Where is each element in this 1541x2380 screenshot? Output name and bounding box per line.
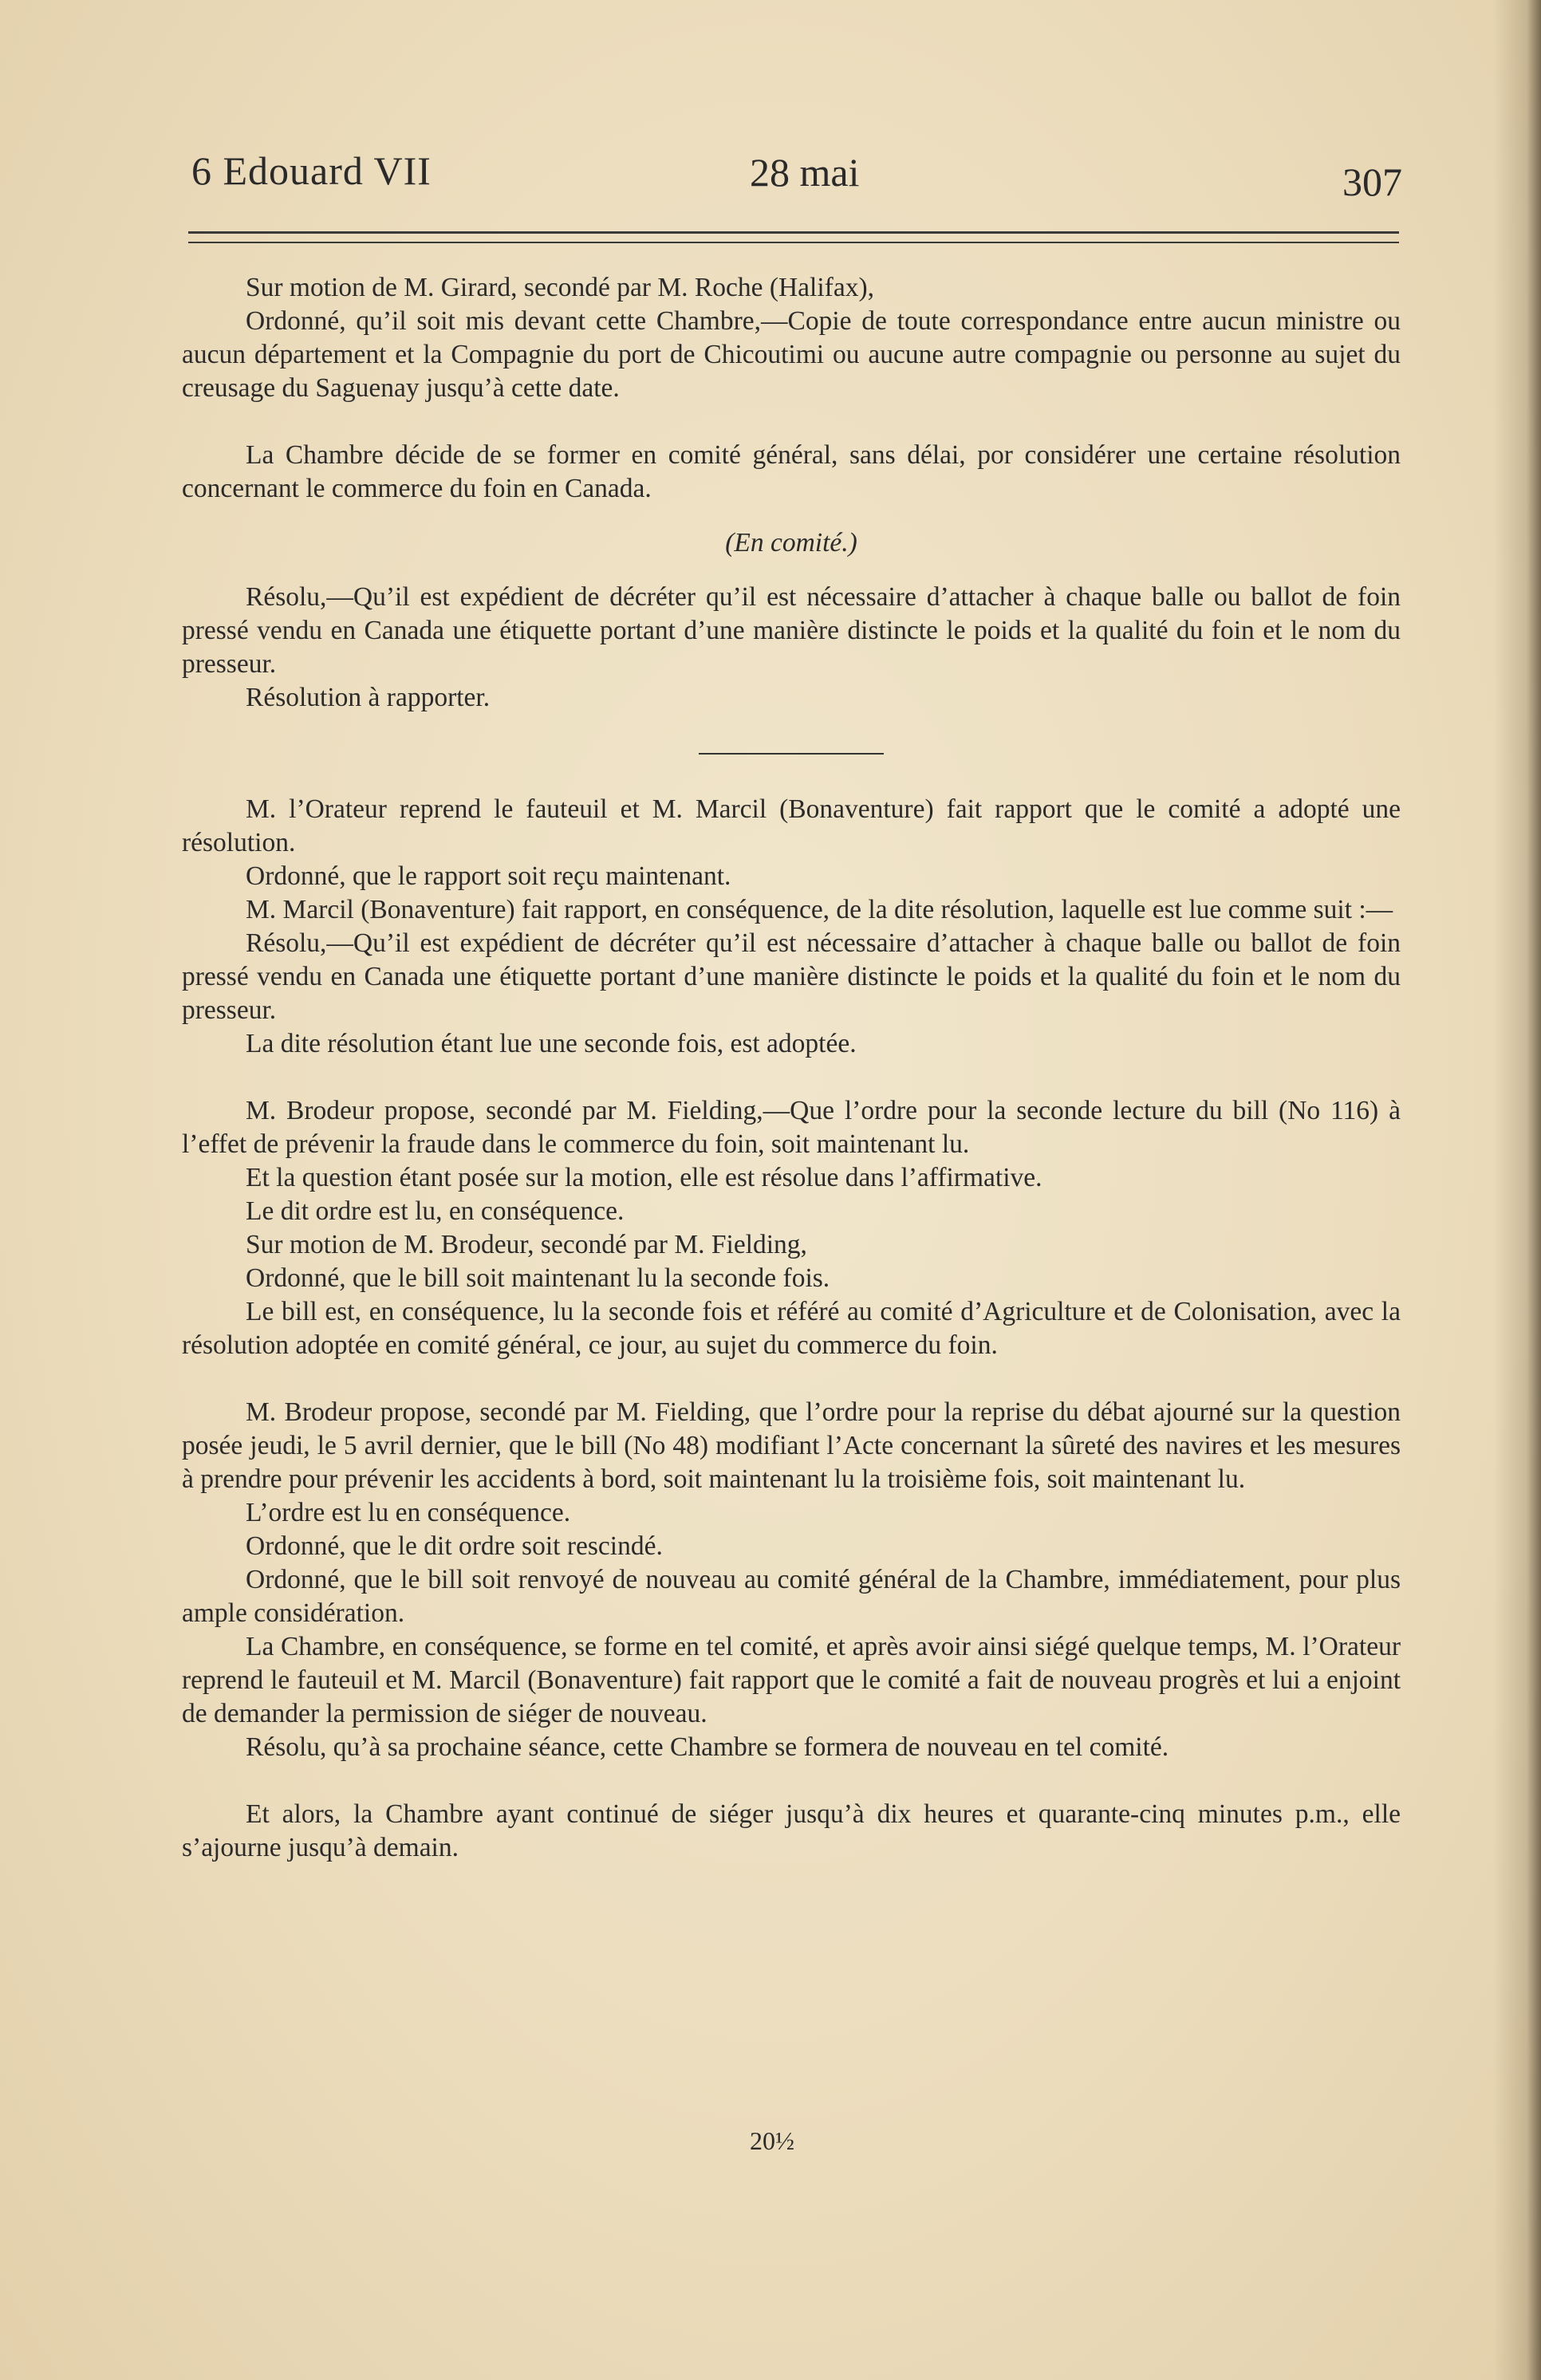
paragraph: Ordonné, que le rapport soit reçu maintenant. <box>246 861 731 891</box>
page-number: 307 <box>1342 160 1402 204</box>
paragraph: Résolu,—Qu’il est expédient de décréter qu’il est nécessaire d’attacher à chaque balle ou ballot de foin pressé vendu en Canada une étiquette portant d’une manière distincte le poids et la qualité du foin et le nom du presseur. <box>182 582 1401 679</box>
paragraph: Résolution à rapporter. <box>246 683 491 712</box>
binding-shadow <box>1493 0 1541 2380</box>
paragraph: Ordonné, que le bill soit maintenant lu la seconde fois. <box>246 1263 830 1293</box>
paragraph: Le bill est, en conséquence, lu la seconde fois et référé au comité d’Agriculture et de Colonisation, avec la résolution adoptée en comité général, ce jour, au sujet du commerce du foin. <box>182 1297 1401 1360</box>
paragraph: Et alors, la Chambre ayant continué de siéger jusqu’à dix heures et quarante-cinq minutes p.m., elle s’ajourne jusqu’à demain. <box>182 1799 1401 1862</box>
paragraph: Résolu, qu’à sa prochaine séance, cette Chambre se formera de nouveau en tel comité. <box>246 1732 1169 1762</box>
page-header <box>191 140 1402 211</box>
header-rule-thick <box>188 231 1399 234</box>
paragraph: Le dit ordre est lu, en conséquence. <box>246 1196 625 1226</box>
paragraph: Et la question étant posée sur la motion, elle est résolue dans l’affirmative. <box>246 1163 1042 1192</box>
paragraph: Ordonné, qu’il soit mis devant cette Chambre,—Copie de toute correspondance entre aucun ministre ou aucun département et la Compagnie du port de Chicoutimi ou aucune autre compagnie ou personne au sujet du creusage du Saguenay jusqu’à cette date. <box>182 306 1401 403</box>
session-date: 28 mai <box>750 150 860 195</box>
paragraph: Sur motion de M. Girard, secondé par M. Roche (Halifax), <box>246 273 874 302</box>
regnal-year: 6 Edouard VII <box>191 148 432 193</box>
paragraph: Sur motion de M. Brodeur, secondé par M. Fielding, <box>246 1230 807 1259</box>
signature-mark: 20½ <box>750 2126 794 2155</box>
paragraph: La Chambre décide de se former en comité général, sans délai, por considérer une certaine résolution concernant le commerce du foin en Canada. <box>182 440 1401 503</box>
paragraph: M. Brodeur propose, secondé par M. Fielding,—Que l’ordre pour la seconde lecture du bill (No 116) à l’effet de prévenir la fraude dans le commerce du foin, soit maintenant lu. <box>182 1096 1401 1159</box>
paragraph: M. Brodeur propose, secondé par M. Fielding, que l’ordre pour la reprise du débat ajourné sur la question posée jeudi, le 5 avril dernier, que le bill (No 48) modifiant l’Acte concernant la sûreté des navires et les mesures à prendre pour prévenir les accidents à bord, soit maintenant lu la troisième fois, soit maintenant lu. <box>182 1397 1401 1494</box>
header-rule-thin <box>188 242 1399 243</box>
paragraph: La Chambre, en conséquence, se forme en tel comité, et après avoir ainsi siégé quelque temps, M. l’Orateur reprend le fauteuil et M. Marcil (Bonaventure) fait rapport que le comité a fait de nouveau progrès et lui a enjoint de demander la permission de siéger de nouveau. <box>182 1632 1401 1728</box>
committee-heading: (En comité.) <box>725 528 857 558</box>
paragraph: La dite résolution étant lue une seconde fois, est adoptée. <box>246 1029 857 1058</box>
journal-body <box>182 271 1401 1865</box>
paragraph: Résolu,—Qu’il est expédient de décréter qu’il est nécessaire d’attacher à chaque balle ou ballot de foin pressé vendu en Canada une étiquette portant d’une manière distincte le poids et la qualité du foin et le nom du presseur. <box>182 928 1401 1025</box>
paragraph: M. Marcil (Bonaventure) fait rapport, en conséquence, de la dite résolution, laquelle est lue comme suit :— <box>246 895 1393 924</box>
paragraph: Ordonné, que le bill soit renvoyé de nouveau au comité général de la Chambre, immédiatement, pour plus ample considération. <box>182 1565 1401 1628</box>
section-separator <box>699 753 884 755</box>
paragraph: L’ordre est lu en conséquence. <box>246 1498 571 1527</box>
paragraph: M. l’Orateur reprend le fauteuil et M. Marcil (Bonaventure) fait rapport que le comité a adopté une résolution. <box>182 794 1401 857</box>
paragraph: Ordonné, que le dit ordre soit rescindé. <box>246 1531 663 1561</box>
